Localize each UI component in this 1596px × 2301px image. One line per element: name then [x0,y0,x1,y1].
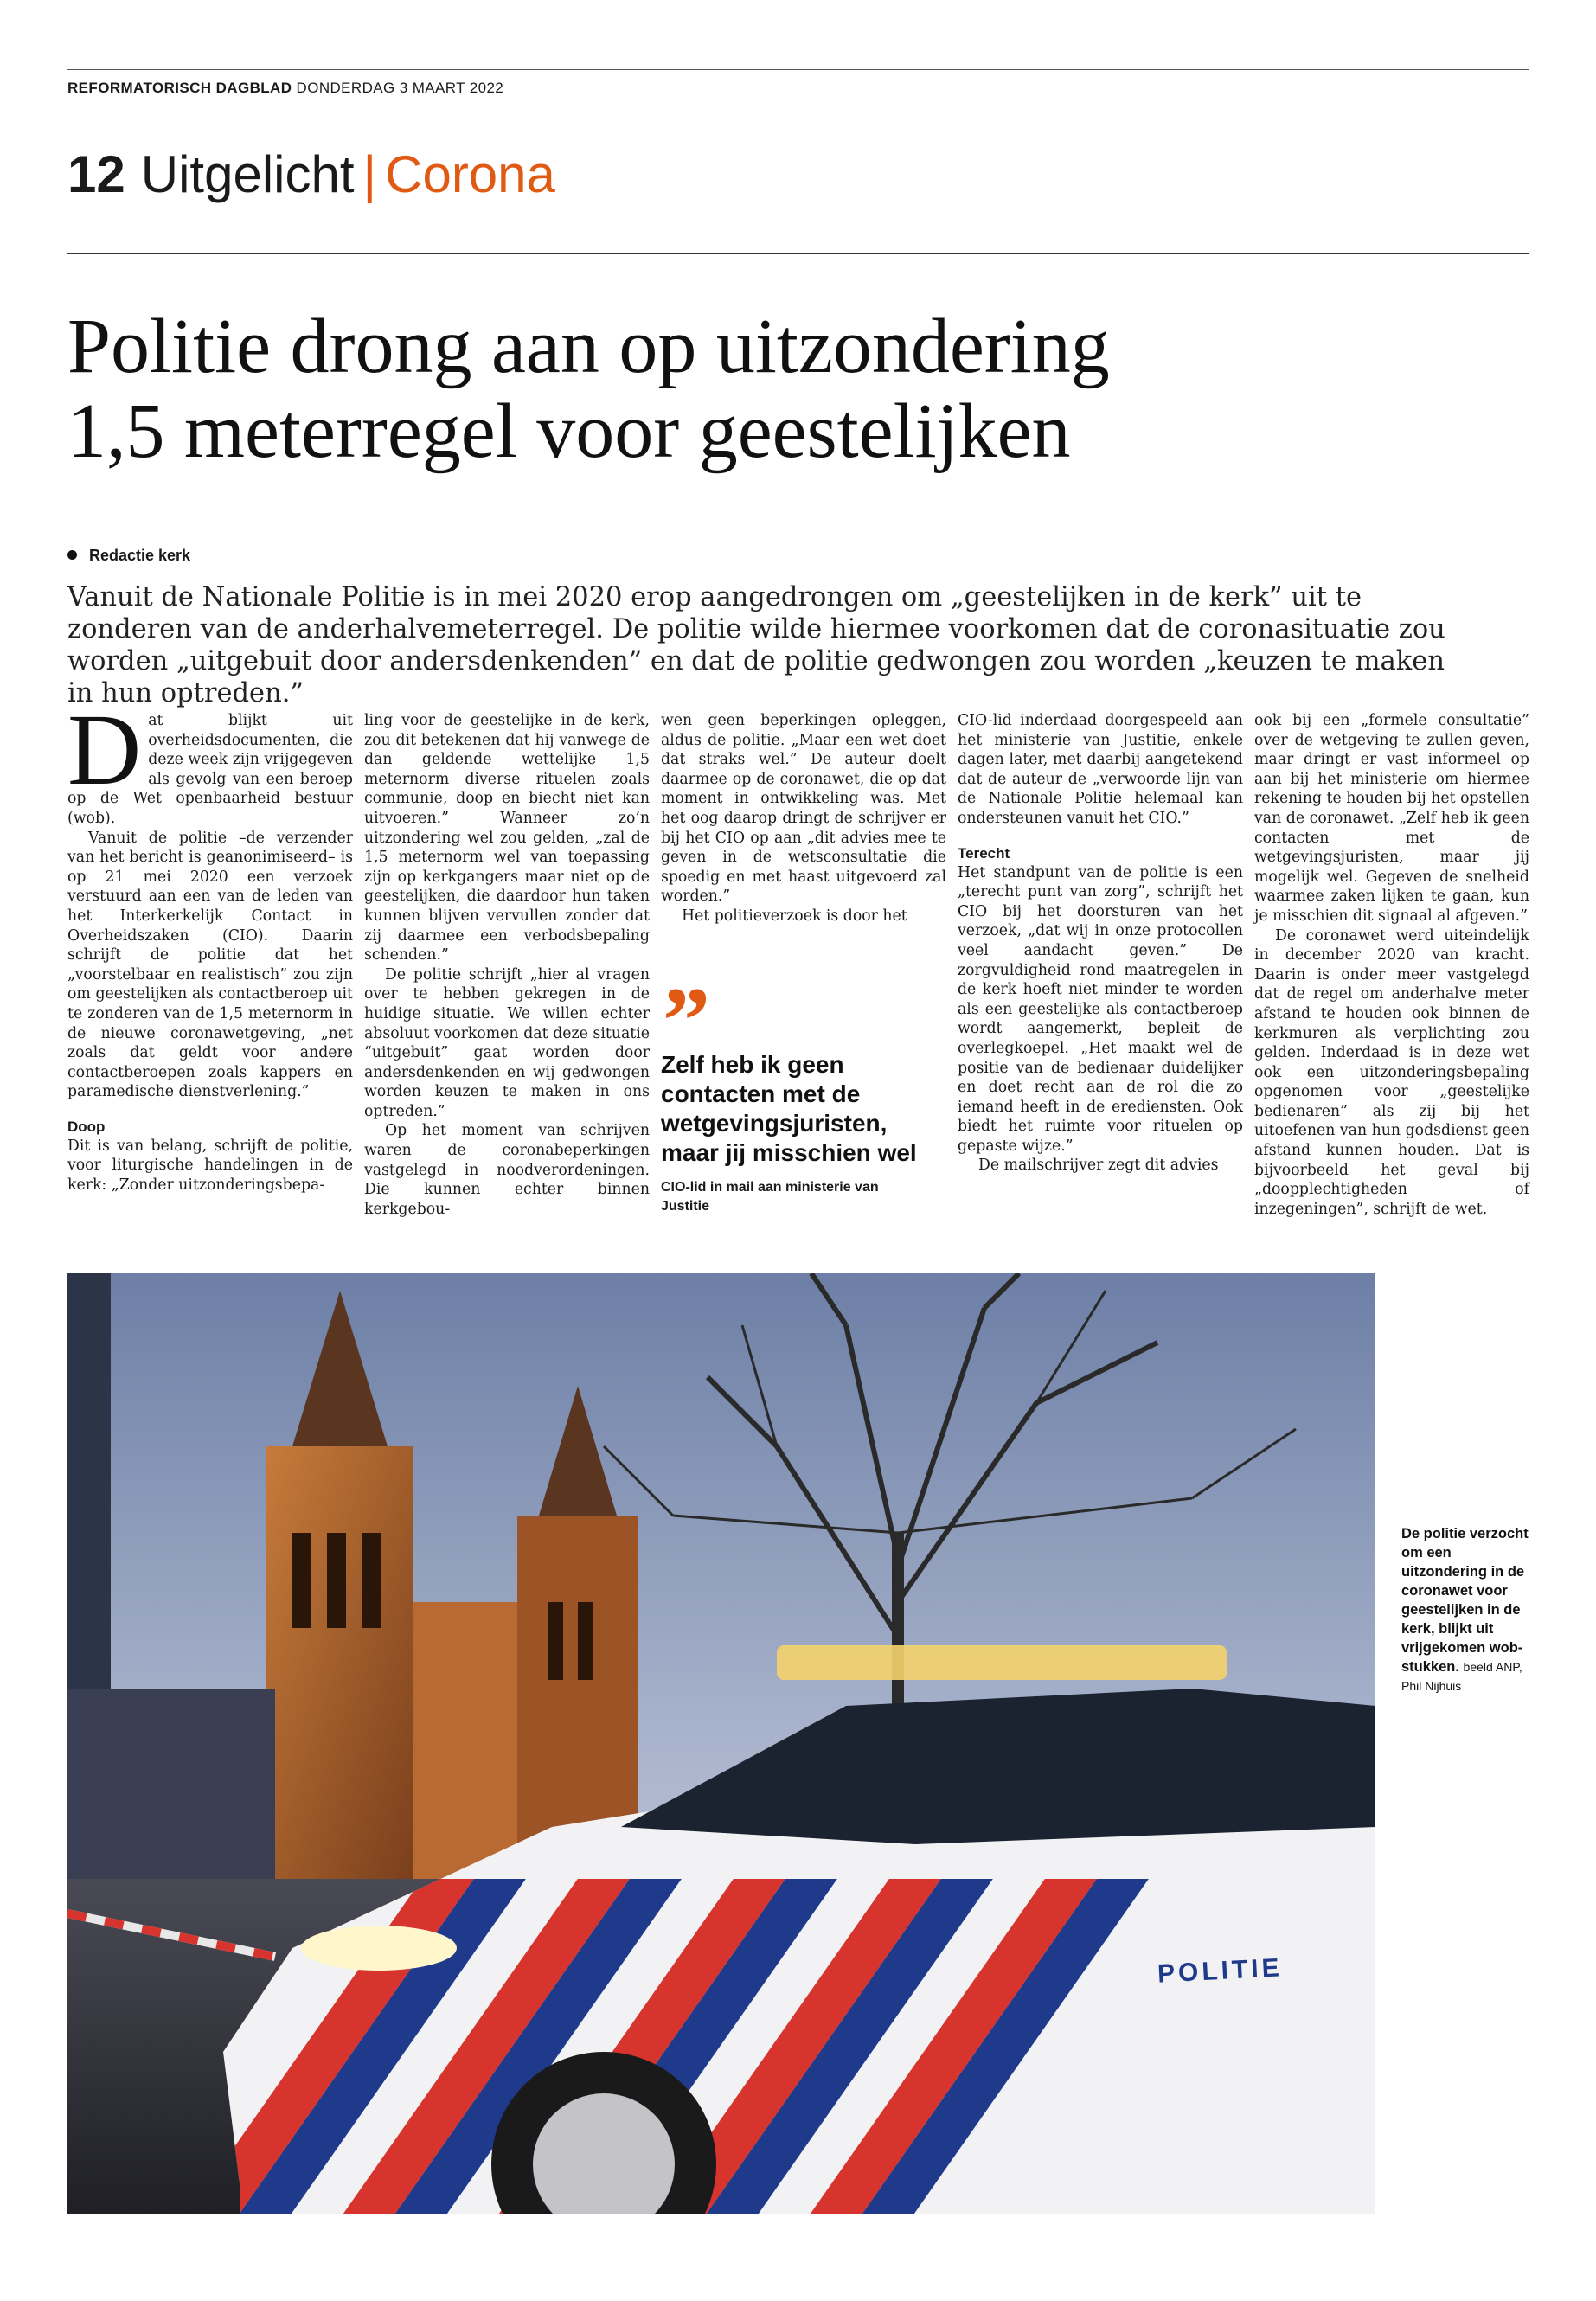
top-rule [67,69,1529,70]
header-rule [67,253,1529,254]
byline-text: Redactie kerk [89,547,191,564]
paragraph: Vanuit de politie –de verzender van het bericht is geanonimiseerd– is op 21 mei 2020 een verzoek verstuurd aan een van de leden van het Interkerkelijk Contact in Overheidszaken (CIO). Daarin schrijft de politie dat het „voorstelbaar en realistisch” zou zijn om geestelijken als contactberoep uit te zonderen van de 1,5 meternorm in de nieuwe coronawetgeving, „net zoals dat geldt voor andere contactberoepen zoals kappers en paramedische dienstverlening.” [67,829,353,1101]
light-bar [777,1645,1227,1680]
article-column-1 [67,693,353,1195]
paragraph: CIO-lid inderdaad doorgespeeld aan het ministerie van Justitie, enkele dagen later, met daarbij aangetekend dat de auteur de „verwoorde lijn van de Nationale Politie helemaal kan ondersteunen vanuit het CIO.” [958,712,1243,827]
building-left [67,1273,111,1723]
issue-date: DONDERDAG 3 MAART 2022 [296,80,504,96]
byline [67,547,190,565]
section-separator: | [362,145,377,203]
section-name: Uitgelicht [140,145,355,203]
paragraph-text: at blijkt uit overheidsdocumenten, die deze week zijn vrijgegeven als gevolg van een beroep op de Wet openbaarheid bestuur (wob). [67,712,353,827]
subhead-terecht: Terecht [958,844,1010,862]
article-column-4 [958,711,1243,1176]
photo-police-car-church [67,1273,1375,2214]
article-column-5 [1254,711,1529,1219]
section-topic: Corona [385,145,555,203]
paragraph: Het politieverzoek is door het [682,907,907,925]
paragraph: De mailschrijver zegt dit advies [978,1157,1219,1175]
photo-illustration [67,1273,1375,2214]
photo-caption [1401,1524,1529,1695]
dropcap: D [67,693,142,806]
first-paragraph [67,693,353,829]
headline-line-2: 1,5 meterregel voor geestelijken [67,388,1071,474]
headlight [301,1926,457,1971]
car-politie-text: POLITIE [1157,1953,1284,1989]
paragraph: Het standpunt van de politie is een „terecht punt van zorg”, schrijft het CIO bij het doorsturen van het verzoek, „dat wij in onze protocollen veel aandacht geven.” De zorgvuldigheid rond maatregelen in de kerk hoeft niet minder te worden als een geestelijke als contactberoep wordt aangemerkt, bepleit de overlegkoepel. „Het maakt wel de positie van de bedienaar duidelijker en doet recht aan de rol die zo iemand heeft in de erediensten. Ook biedt het ruimte voor rituelen op gepaste wijze.” [958,863,1243,1155]
paragraph: Dit is van belang, schrijft de politie, voor liturgische handelingen in de kerk: „Zonder uitzonderingsbepa- [67,1137,353,1195]
photo-credit: beeld ANP, Phil Nijhuis [1401,1660,1522,1693]
article-column-3 [661,711,946,926]
paragraph: Op het moment van schrijven waren de coronabeperkingen vastgelegd in noodverordeningen. Die kunnen echter binnen kerkgebou- [364,1122,650,1218]
subhead-doop: Doop [67,1118,106,1135]
page-number: 12 [67,145,125,203]
article-column-2 [364,711,650,1219]
caption-text: De politie verzocht om een uitzondering in de coronawet voor geestelijken in de kerk, blijkt uit vrijgekomen wob-stukken. [1401,1526,1529,1675]
quote-mark-icon: ” [663,968,710,1074]
pull-quote-source: CIO-lid in mail aan ministerie van Justitie [661,1180,879,1214]
bullet-icon [67,550,77,560]
intro-paragraph: Vanuit de Nationale Politie is in mei 2020 erop aangedrongen om „geestelijken in de kerk” uit te zonderen van de anderhalvemeterregel. De politie wilde hiermee voorkomen dat de coronasituatie zou worden „uitgebuit door andersdenkenden” en dat de politie gedwongen zou worden „keuzen te maken in hun optreden.” [67,582,1445,708]
pull-quote: Zelf heb ik geen contacten met de wetgevingsjuristen, maar jij misschien wel [661,1051,917,1166]
paragraph: De politie schrijft „hier al vragen over te hebben gekregen in de huidige situatie. We willen echter absoluut voorkomen dat deze situatie “uitgebuit” gaat worden door andersdenkenden en wij gedwongen worden keuzen te maken in ons optreden.” [364,965,650,1120]
headline [67,304,1452,474]
section-header [67,144,555,206]
paragraph: ook bij een „formele consultatie” over de wetgeving te zullen geven, maar dringt er vast informeel op aan bij het ministerie om hiermee rekening te houden bij het opstellen van de coronawet. „Zelf heb ik geen contacten met de wetgevingsjuristen, maar jij mogelijk wel. Gegeven de snelheid waarmee zaken lijken te gaan, kun je misschien dit signaal al afgeven.” [1254,712,1529,925]
masthead [67,80,503,97]
headline-line-1: Politie drong aan op uitzondering [67,304,1110,389]
paragraph: De coronawet werd uiteindelijk in december 2020 van kracht. Daarin is onder meer vastgelegd dat de regel om anderhalve meter afstand te houden ook binnen de kerkmuren als verplichting zou gelden. Inderdaad is in deze wet ook een uitzonderingsbepaling opgenomen voor „geestelijke bedienaren” als zij bij het uitoefenen van hun godsdienst geen afstand kunnen houden. Dat is bijvoorbeeld het geval bij „doopplechtigheden of inzegeningen”, schrijft de wet. [1254,926,1529,1218]
paragraph: ling voor de geestelijke in de kerk, zou dit betekenen dat hij vanwege de dan geldende wettelijke 1,5 meternorm diverse rituelen zoals communie, doop en biecht niet kan uitvoeren.” Wanneer zo’n uitzondering wel zou gelden, „zal de 1,5 meternorm wel van toepassing zijn op kerkgangers maar niet op de geestelijken, die daardoor hun taken kunnen blijven vervullen zonder dat zij daarmee een verbodsbepaling schenden.” [364,712,650,965]
paper-name: REFORMATORISCH DAGBLAD [67,80,292,96]
paragraph: wen geen beperkingen opleggen, aldus de politie. „Maar een wet doet dat straks wel.” De auteur doelt daarmee op de coronawet, die op dat moment in ontwikkeling was. Met het oog daarop dringt de schrijver er bij het CIO op aan „dit advies mee te geven in de wetsconsultatie die spoedig en met haast uitgevoerd zal worden.” [661,712,946,906]
